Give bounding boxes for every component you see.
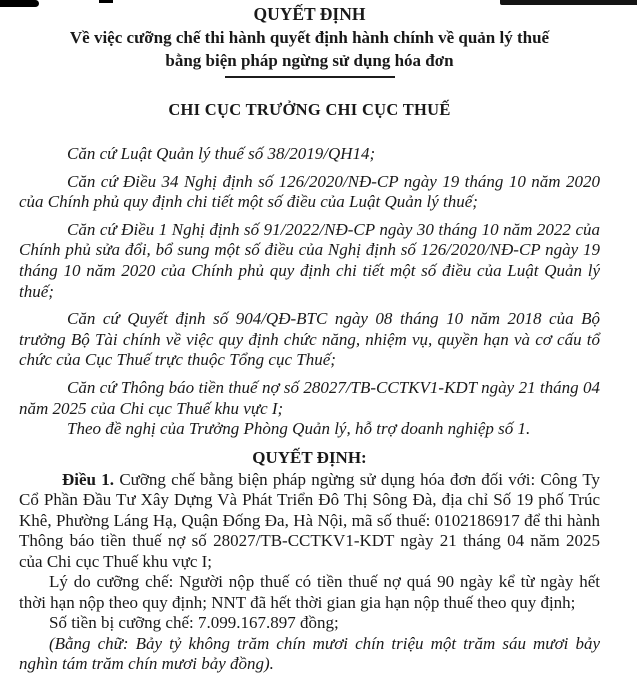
- recital-paragraph-proposal: Theo đề nghị của Trưởng Phòng Quản lý, hỗ trợ doanh nghiệp số 1.: [67, 419, 531, 439]
- document-title: QUYẾT ĐỊNH: [253, 4, 366, 24]
- scan-artifact-top-left: [0, 0, 39, 7]
- recitals-section: [19, 144, 600, 440]
- recital-paragraph-2: Căn cứ Điều 34 Nghị định số 126/2020/NĐ-CP ngày 19 tháng 10 năm 2020 của Chính phủ quy định chi tiết một số điều của Luật Quản lý thuế;: [19, 171, 600, 212]
- scan-artifact-top-right: [500, 0, 637, 5]
- amount-in-words: (Bằng chữ: Bảy tỷ không trăm chín mươi chín triệu một trăm sáu mươi bảy nghìn tám trăm chín mươi bảy đồng).: [19, 633, 600, 674]
- article-1-paragraph: [19, 470, 600, 573]
- enforcement-amount: Số tiền bị cưỡng chế: 7.099.167.897 đồng;: [49, 613, 339, 633]
- operative-section: [19, 470, 600, 675]
- title-underline-rule: [225, 76, 395, 78]
- recital-paragraph-3: Căn cứ Điều 1 Nghị định số 91/2022/NĐ-CP ngày 30 tháng 10 năm 2022 của Chính phủ sửa đổi, bổ sung một số điều của Nghị định số 126/2020/NĐ-CP ngày 19 tháng 10 năm 2020 của Chính phủ quy định chi tiết một số điều của Luật Quản lý thuế;: [19, 219, 600, 301]
- recital-paragraph-4: Căn cứ Quyết định số 904/QĐ-BTC ngày 08 tháng 10 năm 2018 của Bộ trưởng Bộ Tài chính về việc quy định chức năng, nhiệm vụ, quyền hạn và cơ cấu tổ chức của Cục Thuế trực thuộc Tổng cục Thuế;: [19, 309, 600, 370]
- subtitle-line-1: Về việc cưỡng chế thi hành quyết định hành chính về quản lý thuế: [69, 28, 550, 47]
- recital-paragraph-5: Căn cứ Thông báo tiền thuế nợ số 28027/TB-CCTKV1-KDT ngày 21 tháng 04 năm 2025 của Chi cục Thuế khu vực I;: [19, 377, 600, 418]
- recital-paragraph-1: Căn cứ Luật Quản lý thuế số 38/2019/QH14;: [67, 144, 376, 163]
- scan-artifact-top-middle: [99, 0, 113, 3]
- subtitle-line-2: bằng biện pháp ngừng sử dụng hóa đơn: [165, 50, 454, 70]
- enforcement-reason: Lý do cưỡng chế: Người nộp thuế có tiền thuế nợ quá 90 ngày kể từ ngày hết thời hạn nộp theo quy định; NNT đã hết thời gian gia hạn nộp thuế theo quy định;: [19, 572, 600, 612]
- decision-heading: QUYẾT ĐỊNH:: [252, 447, 367, 467]
- issuer-title: CHI CỤC TRƯỞNG CHI CỤC THUẾ: [168, 100, 451, 119]
- article-1-text: Cưỡng chế bằng biện pháp ngừng sử dụng hóa đơn đối với: Công Ty Cổ Phần Đầu Tư Xây Dựng Và Phát Triển Đô Thị Sông Đà, địa chỉ Số 19 phố Trúc Khê, Phường Láng Hạ, Quận Đống Đa, Hà Nội, mã số thuế: 0102186917 để thi hành Thông báo tiền thuế nợ số 28027/TB-CCTKV1-KDT ngày 21 tháng 04 năm 2025 của Chi cục Thuế khu vực I;: [19, 469, 601, 571]
- article-1-label: Điều 1.: [62, 469, 115, 489]
- document-subtitle: [19, 27, 600, 72]
